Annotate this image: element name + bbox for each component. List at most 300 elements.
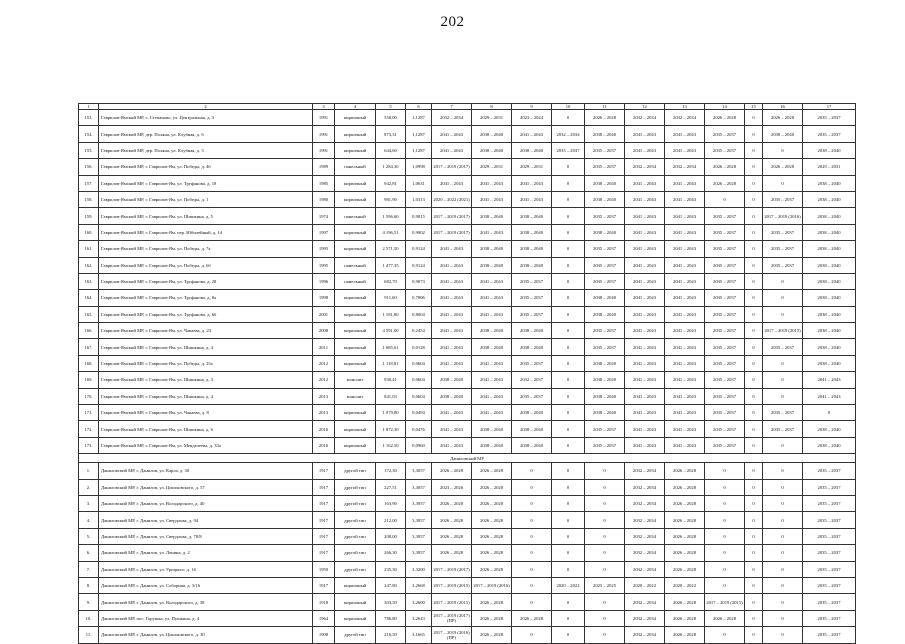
table-row (79, 142, 856, 158)
table-cell: 2038 – 2040 (803, 355, 856, 371)
table-cell: 2023 – 2024 (512, 110, 552, 126)
table-cell: 2038 – 2040 (512, 339, 552, 355)
table-cell: 2041 – 2043 (665, 421, 705, 437)
table-cell: 2038 – 2040 (512, 405, 552, 421)
schedule-table (78, 103, 856, 644)
table-cell: 3,2668 (406, 577, 432, 593)
table-cell: 2026 – 2028 (705, 175, 745, 191)
table-cell: 10 (552, 104, 585, 110)
table-cell: Даниловский МР, г. Данилов, ул. Циолковского, д. 30 (99, 627, 313, 643)
table-cell: 2026 – 2028 (472, 627, 512, 643)
table-cell: 0 (585, 512, 625, 528)
table-cell: 2032 – 2034 (625, 528, 665, 544)
table-cell: 2035 – 2037 (585, 142, 625, 158)
table-cell: Гаврилов-Ямский МР, г. Гаврилов-Ям, ул. Труфанова, д. 28 (99, 273, 313, 289)
table-cell: 0 (745, 627, 763, 643)
table-cell: другой тип (335, 479, 376, 495)
table-cell: 2038 – 2040 (803, 306, 856, 322)
table-cell: 2032 – 2037 (512, 372, 552, 388)
table-cell: 163,90 (376, 495, 406, 511)
table-cell: 2041 – 2043 (803, 388, 856, 404)
table-cell: 1,0998 (406, 159, 432, 175)
table-cell: 2041 – 2043 (625, 339, 665, 355)
table-cell: 2041 – 2043 (665, 175, 705, 191)
table-cell: 2038 – 2040 (472, 126, 512, 142)
table-cell: 2038 – 2040 (803, 208, 856, 224)
table-cell: 0 (745, 191, 763, 207)
table-cell: 0 (512, 545, 552, 561)
table-cell: другой тип (335, 495, 376, 511)
table-cell: 2035 – 2037 (705, 355, 745, 371)
table-cell: 2035 – 2037 (763, 405, 803, 421)
table-cell: 2038 – 2040 (803, 191, 856, 207)
table-cell: 2035 – 2037 (552, 142, 585, 158)
table-cell: 1. (79, 463, 99, 479)
table-cell: 2035 – 2037 (585, 421, 625, 437)
table-cell: 0 (585, 528, 625, 544)
table-cell: 1 596,60 (376, 208, 406, 224)
table-cell: 2038 – 2040 (803, 273, 856, 289)
table-cell: 2038 – 2040 (585, 355, 625, 371)
table-cell: 0 (705, 528, 745, 544)
table-cell: Даниловский МР, г. Данилов, ул. Свердлова, д. 94 (99, 512, 313, 528)
table-row (79, 208, 856, 224)
table-cell: 2038 – 2040 (512, 241, 552, 257)
table-cell: 160. (79, 224, 99, 240)
table-cell: панельный (335, 273, 376, 289)
table-cell: 2017 – 2019 (2016)(ПР) (432, 627, 472, 643)
table-cell: 1,0631 (406, 175, 432, 191)
table-cell: 2029 – 2031 (472, 159, 512, 175)
table-cell: 3,2643 (406, 610, 432, 626)
table-cell: 2038 – 2040 (472, 257, 512, 273)
table-cell: 2041 – 2043 (432, 339, 472, 355)
table-cell: 0 (803, 405, 856, 421)
table-cell: 2041 – 2043 (625, 421, 665, 437)
table-cell: 0 (745, 463, 763, 479)
table-cell: кирпичный (335, 306, 376, 322)
table-cell: 1,0313 (406, 191, 432, 207)
table-cell: 2041 – 2043 (625, 241, 665, 257)
table-cell: 2032 – 2034 (625, 561, 665, 577)
table-cell: 2041 – 2043 (665, 273, 705, 289)
table-cell: 155. (79, 142, 99, 158)
table-cell: Даниловский МР, г. Данилов, ул. Соборная, д. 3/16 (99, 577, 313, 593)
table-cell: 2035 – 2037 (803, 479, 856, 495)
table-cell: 873,31 (376, 126, 406, 142)
table-cell: 2038 – 2040 (512, 142, 552, 158)
table-cell: 0 (705, 577, 745, 593)
table-cell: 2035 – 2037 (705, 372, 745, 388)
table-cell: 227,51 (376, 479, 406, 495)
table-cell: 2041 – 2043 (665, 339, 705, 355)
table-cell: 3,3957 (406, 528, 432, 544)
table-cell: 0,0960 (406, 437, 432, 453)
table-cell: 0 (763, 142, 803, 158)
table-cell: 0 (552, 437, 585, 453)
table-cell: Даниловский МР, г. Данилов, ул. Володарского, д. 38 (99, 594, 313, 610)
table-cell: 2017 – 2019 (2016) (472, 577, 512, 593)
table-cell: 2035 – 2037 (705, 208, 745, 224)
table-cell: 0 (552, 257, 585, 273)
table-cell: 11 (585, 104, 625, 110)
table-cell: 2026 – 2028 (763, 159, 803, 175)
table-cell: 2041 – 2043 (432, 421, 472, 437)
table-cell: 0 (552, 610, 585, 626)
table-row (79, 437, 856, 453)
table-cell: 16 (763, 104, 803, 110)
table-cell: 2035 – 2037 (803, 463, 856, 479)
table-cell: 0 (512, 594, 552, 610)
table-cell: 2035 – 2037 (585, 273, 625, 289)
table-cell: 2026 – 2028 (432, 512, 472, 528)
table-cell: 0 (763, 594, 803, 610)
table-cell: 2026 – 2028 (472, 495, 512, 511)
table-cell: 0 (745, 545, 763, 561)
table-cell: 2035 – 2037 (585, 437, 625, 453)
table-cell: 2041 – 2043 (625, 191, 665, 207)
table-cell: 2017 – 2019 (2016) (763, 208, 803, 224)
table-cell: 2035 – 2037 (705, 339, 745, 355)
table-cell: 2041 – 2043 (432, 241, 472, 257)
table-cell: 2035 – 2037 (585, 339, 625, 355)
table-cell: 2032 – 2034 (625, 594, 665, 610)
table-cell: Даниловский МР, г. Данилов, ул. Циолковского, д. 57 (99, 479, 313, 495)
table-cell: 2041 – 2043 (803, 372, 856, 388)
table-cell: 2035 – 2037 (705, 388, 745, 404)
table-cell: 2035 – 2037 (512, 273, 552, 289)
table-cell: 0 (745, 437, 763, 453)
table-cell: 0 (745, 175, 763, 191)
table-cell: 2035 – 2037 (803, 594, 856, 610)
table-cell: 2038 – 2040 (472, 323, 512, 339)
table-cell: 2016 (313, 421, 335, 437)
table-cell: 153. (79, 110, 99, 126)
table-cell: 2038 – 2040 (585, 290, 625, 306)
table-cell: 12 (625, 104, 665, 110)
table-cell: 172,30 (376, 463, 406, 479)
table-cell: 1995 (313, 257, 335, 273)
table-cell: 2020 – 2022 (625, 577, 665, 593)
table-cell: 2035 – 2037 (763, 241, 803, 257)
table-cell: 0 (745, 577, 763, 593)
table-cell: 2035 – 2037 (803, 512, 856, 528)
table-cell: кирпичный (335, 421, 376, 437)
table-cell: 2041 – 2043 (625, 257, 665, 273)
table-cell: 0 (763, 273, 803, 289)
table-cell: 2041 – 2043 (625, 273, 665, 289)
table-cell: 2038 – 2040 (585, 175, 625, 191)
table-cell: 2026 – 2028 (472, 594, 512, 610)
table-cell: 0 (763, 561, 803, 577)
table-cell: 0 (585, 545, 625, 561)
table-cell: 2026 – 2028 (432, 528, 472, 544)
table-cell: Даниловский МР, г. Данилов, ул. Карла, д. 30 (99, 463, 313, 479)
table-cell: 208,00 (376, 528, 406, 544)
table-cell: панельный (335, 257, 376, 273)
table-cell: 2026 – 2028 (763, 110, 803, 126)
table-cell: 2041 – 2043 (432, 405, 472, 421)
table-cell: 2035 – 2037 (705, 126, 745, 142)
table-cell: Гаврилов-Ямский МР, дер. Поляна, ул. Клубная, д. 6 (99, 126, 313, 142)
table-cell: 2026 – 2028 (472, 528, 512, 544)
table-cell: 2026 – 2028 (665, 545, 705, 561)
table-row (79, 110, 856, 126)
table-cell: 2038 – 2040 (512, 224, 552, 240)
table-cell: 1917 (313, 479, 335, 495)
table-row (79, 627, 856, 643)
table-cell: 644,60 (376, 142, 406, 158)
table-row (79, 355, 856, 371)
table-cell: 2041 – 2043 (665, 241, 705, 257)
table-cell: Гаврилов-Ямский МР, г. Гаврилов-Ям, ул. Победы, д. 6б (99, 257, 313, 273)
table-cell: 2032 – 2034 (625, 159, 665, 175)
table-cell: 0 (552, 241, 585, 257)
table-cell: 2035 – 2037 (803, 495, 856, 511)
table-cell: 2035 – 2037 (705, 421, 745, 437)
table-cell: 2026 – 2028 (665, 479, 705, 495)
table-cell: 3,3200 (406, 561, 432, 577)
table-cell: 2035 – 2037 (763, 257, 803, 273)
table-cell: 2035 – 2037 (803, 627, 856, 643)
table-cell: 2038 – 2040 (585, 372, 625, 388)
table-cell: 2017 – 2019 (2017) (432, 208, 472, 224)
table-cell: 2041 – 2043 (665, 126, 705, 142)
table-cell: 2016 (313, 437, 335, 453)
table-cell: 2038 – 2040 (763, 126, 803, 142)
table-cell: 2041 – 2043 (625, 175, 665, 191)
table-cell: 0 (552, 208, 585, 224)
table-cell: 165. (79, 306, 99, 322)
table-row (79, 463, 856, 479)
table-cell: 2017 – 2019 (2017)(ПР) (432, 610, 472, 626)
table-cell: 2041 – 2043 (625, 306, 665, 322)
table-cell: 247,80 (376, 577, 406, 593)
table-cell: 2020 – 2022 (552, 577, 585, 593)
table-cell: Гаврилов-Ямский МР, г. Гаврилов-Ям, ул. Труфанова, д. 6б (99, 306, 313, 322)
table-cell: 2041 – 2043 (625, 388, 665, 404)
table-cell: Даниловский МР, г. Данилов, ул. Урицкого, д. 16 (99, 561, 313, 577)
table-cell: 154. (79, 126, 99, 142)
table-cell: 2023 – 2026 (432, 479, 472, 495)
table-cell: 2041 – 2043 (665, 306, 705, 322)
table-cell: 0 (552, 273, 585, 289)
table-cell: 2041 – 2043 (625, 323, 665, 339)
table-cell: 162. (79, 257, 99, 273)
table-cell: 2038 – 2040 (585, 388, 625, 404)
table-cell: Гаврилов-Ямский МР, г. Гаврилов-Ям, ул. Победы, д. 1 (99, 191, 313, 207)
table-cell: 2041 – 2043 (665, 405, 705, 421)
table-cell: другой тип (335, 463, 376, 479)
table-cell: 2041 – 2043 (472, 306, 512, 322)
table-cell: 2032 – 2034 (625, 512, 665, 528)
table-cell: 2038 – 2040 (472, 437, 512, 453)
table-cell: 2041 – 2043 (472, 273, 512, 289)
table-row (79, 405, 856, 421)
table-cell: 4 591,00 (376, 323, 406, 339)
table-cell: 0 (763, 545, 803, 561)
table-cell: 2041 – 2043 (625, 224, 665, 240)
table-cell: 2026 – 2028 (472, 512, 512, 528)
table-cell: кирпичный (335, 126, 376, 142)
table-cell: 2041 – 2043 (472, 372, 512, 388)
table-cell: 0 (763, 388, 803, 404)
table-cell: 9 (512, 104, 552, 110)
table-cell: 2035 – 2037 (705, 405, 745, 421)
table-cell: 0 (705, 545, 745, 561)
table-cell: 212,00 (376, 512, 406, 528)
table-cell: 2041 – 2043 (472, 405, 512, 421)
table-cell: другой тип (335, 528, 376, 544)
table-cell: 11. (79, 627, 99, 643)
table-cell: 216,50 (376, 627, 406, 643)
table-cell: 1917 (313, 577, 335, 593)
table-cell: 2001 (313, 306, 335, 322)
table-cell: 2017 – 2019 (2017) (432, 224, 472, 240)
table-cell: 173. (79, 437, 99, 453)
table-cell: кирпичный (335, 355, 376, 371)
table-cell: 0 (745, 421, 763, 437)
table-cell: 14 (705, 104, 745, 110)
table-cell: 168. (79, 355, 99, 371)
table-cell: Гаврилов-Ямский МР, г. Гаврилов-Ям, ул. Победы, д. 25а (99, 355, 313, 371)
table-cell: 2041 – 2043 (625, 372, 665, 388)
table-cell: 2038 – 2040 (585, 126, 625, 142)
table-cell: 2035 – 2037 (803, 577, 856, 593)
table-cell: 2038 – 2040 (585, 191, 625, 207)
table-cell: 2038 – 2040 (803, 323, 856, 339)
table-cell: 2041 – 2043 (512, 126, 552, 142)
table-cell: Гаврилов-Ямский МР, дер. Поляна, ул. Клубная, д. 3 (99, 142, 313, 158)
table-cell: 2041 – 2043 (432, 175, 472, 191)
table-cell: 2032 – 2034 (625, 627, 665, 643)
table-cell: 2041 – 2043 (665, 323, 705, 339)
table-cell: 1980 (313, 191, 335, 207)
table-cell: 2041 – 2043 (665, 142, 705, 158)
table-cell: 2035 – 2037 (705, 306, 745, 322)
table-cell: 0 (552, 306, 585, 322)
table-cell: 2035 – 2037 (763, 191, 803, 207)
table-cell: 0,8004 (406, 306, 432, 322)
table-cell: 2038 – 2040 (585, 306, 625, 322)
table-cell: 2038 – 2040 (803, 224, 856, 240)
table-cell: 2029 – 2031 (472, 110, 512, 126)
table-cell: 1997 (313, 224, 335, 240)
table-cell: 2035 – 2037 (705, 290, 745, 306)
table-row (79, 594, 856, 610)
table-cell: 0,9002 (406, 224, 432, 240)
table-row (79, 479, 856, 495)
table-row (79, 323, 856, 339)
table-cell: 0 (705, 561, 745, 577)
table-cell: 2011 (313, 339, 335, 355)
table-cell: 3,3057 (406, 463, 432, 479)
table-cell: 3. (79, 495, 99, 511)
table-cell: 2013 (313, 405, 335, 421)
table-cell: Гаврилов-Ямский МР, г. Гаврилов-Ям, ул. Менделеева, д. 33а (99, 437, 313, 453)
table-cell: 0 (745, 306, 763, 322)
table-cell: 1917 (313, 545, 335, 561)
table-cell: 2032 – 2034 (625, 495, 665, 511)
table-cell: 2038 – 2040 (803, 241, 856, 257)
table-cell: панельный (335, 208, 376, 224)
table-cell: 2038 – 2040 (472, 142, 512, 158)
table-cell: 164. (79, 290, 99, 306)
table-cell: 2029 – 2031 (512, 159, 552, 175)
table-cell: 0 (585, 495, 625, 511)
table-cell: 0,0604 (406, 372, 432, 388)
table-cell: 2032 – 2034 (665, 159, 705, 175)
table-cell: 2017 – 2019 (2015) (432, 577, 472, 593)
table-cell: 682,70 (376, 273, 406, 289)
table-cell: 3 (313, 104, 335, 110)
table-cell: 0 (745, 561, 763, 577)
table-cell: 0,0604 (406, 388, 432, 404)
table-cell: 2041 – 2043 (472, 191, 512, 207)
table-cell: 0 (512, 512, 552, 528)
table-cell: 2026 – 2028 (585, 110, 625, 126)
table-cell: 2017 – 2019 (2015) (705, 594, 745, 610)
table-cell: 2026 – 2028 (665, 463, 705, 479)
table-cell: 157. (79, 175, 99, 191)
table-cell: 1908 (313, 627, 335, 643)
table-cell: 2038 – 2040 (512, 437, 552, 453)
table-cell: Гаврилов-Ямский МР, г. Гаврилов-Ям, ул. Чапаева, д. 23 (99, 323, 313, 339)
table-cell: 0 (745, 512, 763, 528)
table-cell: 2041 – 2043 (625, 355, 665, 371)
table-cell: 2035 – 2037 (803, 126, 856, 142)
table-cell: 167. (79, 339, 99, 355)
table-cell: 0 (745, 388, 763, 404)
table-cell: 0 (763, 290, 803, 306)
table-row (79, 339, 856, 355)
table-row (79, 421, 856, 437)
table-cell: 2026 – 2028 (472, 479, 512, 495)
table-cell: кирпичный (335, 142, 376, 158)
table-cell: 2038 – 2040 (432, 372, 472, 388)
table-cell: Даниловский МР, г. Данилов, ул. Володарского, д. 40 (99, 495, 313, 511)
table-cell: 1996 (313, 273, 335, 289)
table-row (79, 512, 856, 528)
table-cell: 0,0604 (406, 355, 432, 371)
table-cell: 0 (552, 545, 585, 561)
table-cell: 158. (79, 191, 99, 207)
table-cell: 0 (552, 479, 585, 495)
table-cell: 0 (745, 323, 763, 339)
table-cell: кирпичный (335, 594, 376, 610)
table-cell: 161. (79, 241, 99, 257)
table-cell: 2035 – 2037 (803, 561, 856, 577)
table-row (79, 224, 856, 240)
table-cell: 2026 – 2028 (705, 159, 745, 175)
table-cell: 0 (552, 339, 585, 355)
table-cell: 2012 (313, 372, 335, 388)
table-cell: Гаврилов-Ямский МР, г. Гаврилов-Ям, ул. Шишкина, д. 6 (99, 421, 313, 437)
table-cell: 2041 – 2043 (432, 257, 472, 273)
table-cell: 0 (705, 495, 745, 511)
table-cell: кирпичный (335, 323, 376, 339)
table-cell: 2032 – 2034 (625, 479, 665, 495)
table-row (79, 257, 856, 273)
table-cell: 0 (552, 463, 585, 479)
table-cell: 0 (552, 110, 585, 126)
table-cell: 2041 – 2043 (665, 388, 705, 404)
table-cell: 1 284,30 (376, 159, 406, 175)
table-cell: Гаврилов-Ямский МР, г. Гаврилов-Ям, ул. Шишкина, д. 5 (99, 208, 313, 224)
table-cell: 2041 – 2043 (432, 437, 472, 453)
table-cell: 2041 – 2043 (665, 257, 705, 273)
table-cell: 2035 – 2037 (763, 339, 803, 355)
